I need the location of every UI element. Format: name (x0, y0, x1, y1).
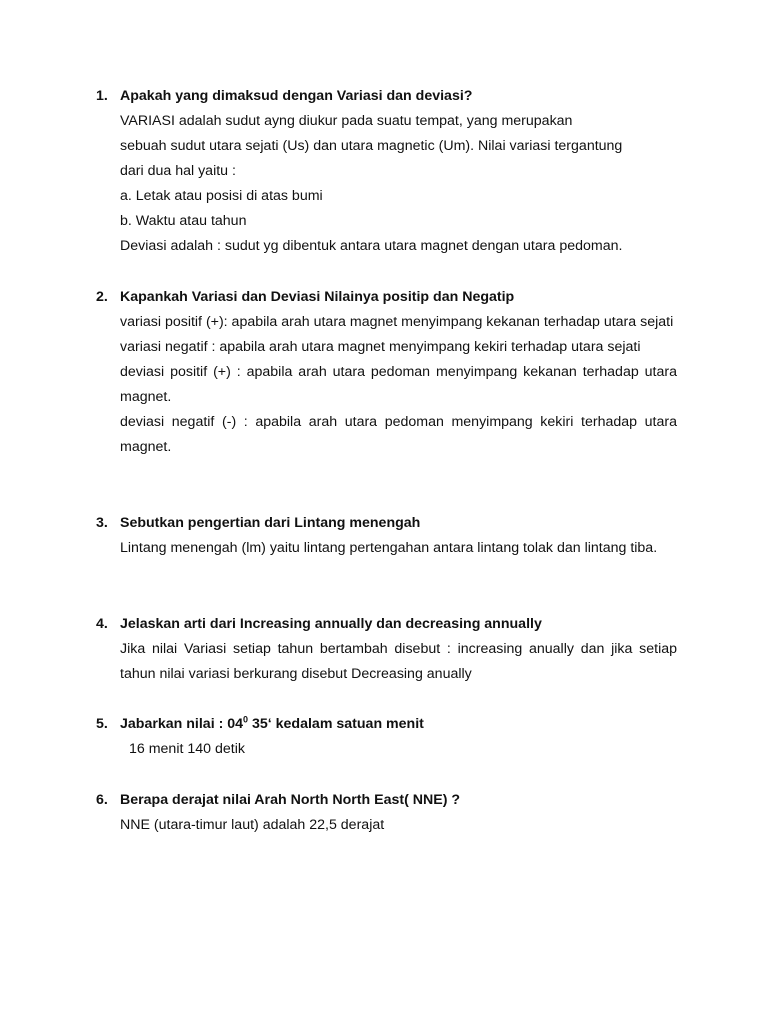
question-4 (96, 612, 677, 687)
question-heading (96, 285, 677, 310)
answer-line: VARIASI adalah sudut ayng diukur pada suatu tempat, yang merupakan (120, 113, 573, 129)
answer-block (120, 109, 677, 259)
question-number: 3. (96, 515, 108, 531)
question-title: Kapankah Variasi dan Deviasi Nilainya positip dan Negatip (120, 289, 515, 305)
question-title: Sebutkan pengertian dari Lintang menengah (120, 515, 421, 531)
question-5 (96, 712, 677, 762)
question-title: Apakah yang dimaksud dengan Variasi dan deviasi? (120, 88, 473, 104)
question-heading (96, 612, 677, 637)
question-3 (96, 511, 677, 561)
question-number: 2. (96, 289, 108, 305)
answer-block (120, 536, 677, 561)
answer-paragraph: deviasi positif (+) : apabila arah utara pedoman menyimpang kekanan terhadap utara magnet. (120, 364, 677, 405)
answer-paragraph: Jika nilai Variasi setiap tahun bertambah disebut : increasing anually dan jika setiap tahun nilai variasi berkurang disebut Decreasing anually (120, 641, 677, 682)
answer-block (120, 637, 677, 687)
question-title: Jelaskan arti dari Increasing annually dan decreasing annually (120, 616, 542, 632)
question-heading (96, 511, 677, 536)
title-text: Jabarkan nilai : 04 (120, 716, 244, 732)
answer-block (120, 310, 677, 460)
answer-paragraph: deviasi negatif (-) : apabila arah utara pedoman menyimpang kekiri terhadap utara magnet. (120, 414, 677, 455)
answer-line: a. Letak atau posisi di atas bumi (120, 188, 323, 204)
answer-line: sebuah sudut utara sejati (Us) dan utara magnetic (Um). Nilai variasi tergantung (120, 138, 623, 154)
question-number: 1. (96, 88, 108, 104)
question-heading (96, 712, 677, 737)
question-1 (96, 84, 677, 259)
question-number: 4. (96, 616, 108, 632)
title-text: 35‘ kedalam satuan menit (248, 716, 424, 732)
answer-line: NNE (utara-timur laut) adalah 22,5 derajat (120, 817, 385, 833)
question-heading (96, 84, 677, 109)
answer-block (120, 813, 677, 838)
answer-line: dari dua hal yaitu : (120, 163, 236, 179)
question-title: Berapa derajat nilai Arah North North East( NNE) ? (120, 792, 461, 808)
degree-superscript: 0 (243, 714, 249, 725)
question-number: 6. (96, 792, 108, 808)
answer-line: 16 menit 140 detik (129, 741, 245, 757)
question-2 (96, 285, 677, 460)
answer-paragraph: variasi positif (+): apabila arah utara magnet menyimpang kekanan terhadap utara sejati (120, 314, 674, 330)
answer-paragraph: variasi negatif : apabila arah utara magnet menyimpang kekiri terhadap utara sejati (120, 339, 641, 355)
question-heading (96, 788, 677, 813)
question-title (120, 712, 677, 737)
question-number: 5. (96, 716, 108, 732)
question-6 (96, 788, 677, 838)
answer-paragraph: Lintang menengah (lm) yaitu lintang pertengahan antara lintang tolak dan lintang tiba. (120, 540, 658, 556)
answer-line: b. Waktu atau tahun (120, 213, 247, 229)
answer-block (120, 737, 677, 762)
answer-line: Deviasi adalah : sudut yg dibentuk antara utara magnet dengan utara pedoman. (120, 238, 623, 254)
